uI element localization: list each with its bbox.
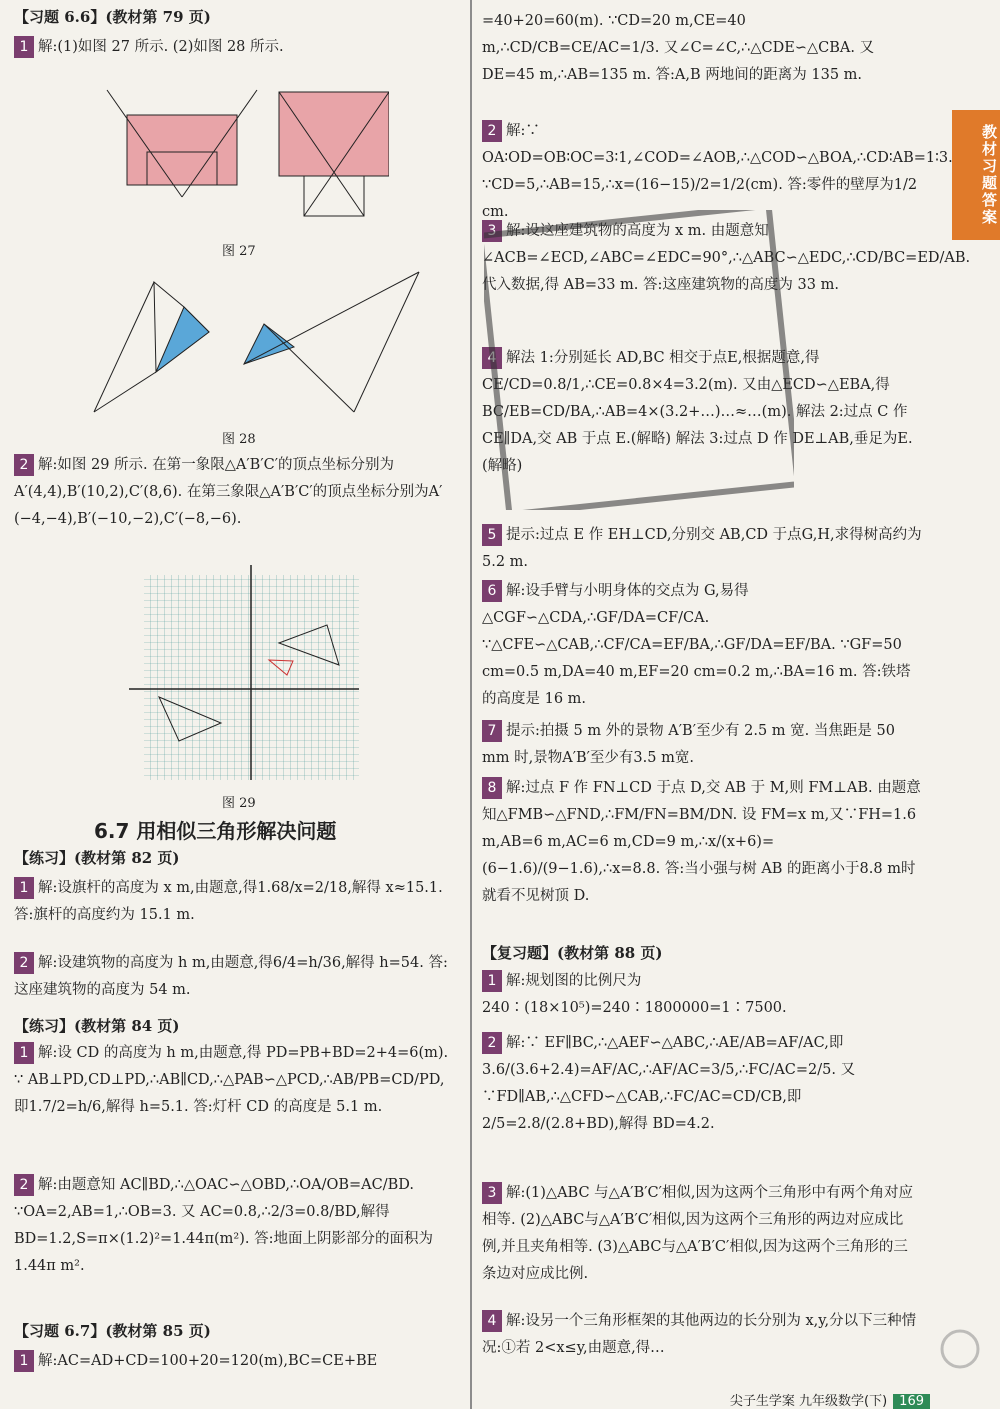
answer-1: 1 解:(1)如图 27 所示. (2)如图 28 所示. xyxy=(14,34,454,61)
number-badge: 1 xyxy=(14,1042,34,1064)
figure-caption: 图 29 xyxy=(222,796,256,811)
number-badge: 4 xyxy=(482,347,502,369)
number-badge: 7 xyxy=(482,720,502,742)
answer-4: 4 解法 1:分别延长 AD,BC 相交于点E,根据题意,得CE/CD=0.8/1,∴CE=0.8×4=3.2(m). 又由△ECD∽△EBA,得BC/EB=CD/BA,∴AB=4×(3.2+…)…≈…(m). 解法 2:过点 C 作 CE∥DA,交 AB 于点 E.(解略) 解法 3:过点 D 作 DE⊥AB,垂足为E.(解略) xyxy=(482,345,922,480)
number-badge: 4 xyxy=(482,1310,502,1332)
section-heading: 【练习】(教材第 82 页) xyxy=(14,849,180,867)
answer-2: 2 解:由题意知 AC∥BD,∴△OAC∽△OBD,∴OA/OB=AC/BD. ∵OA=2,AB=1,∴OB=3. 又 AC=0.8,∴2/3=0.8/BD,解得 BD=1.2,S=π×(1.2)²=1.44π(m²). 答:地面上阴影部分的面积为 1.44π m². xyxy=(14,1172,454,1280)
page-number: 169 xyxy=(893,1394,930,1409)
answer-1: 1 解:设旗杆的高度为 x m,由题意,得1.68/x=2/18,解得 x≈15.1. 答:旗杆的高度约为 15.1 m. xyxy=(14,875,454,929)
answer-continued: =40+20=60(m). ∵CD=20 m,CE=40 m,∴CD/CB=CE/AC=1/3. 又∠C=∠C,∴△CDE∽△CBA. 又 DE=45 m,∴AB=135 m. 答:A,B 两地间的距离为 135 m. xyxy=(482,13,875,83)
figure-caption: 图 27 xyxy=(222,244,256,259)
number-badge: 1 xyxy=(14,1350,34,1372)
figure-28 xyxy=(74,262,444,427)
answer-1: 1 解:设 CD 的高度为 h m,由题意,得 PD=PB+BD=2+4=6(m). ∵ AB⊥PD,CD⊥PD,∴AB∥CD,∴△PAB∽△PCD,∴AB/PB=CD/PD,即1.7/2=h/6,解得 h=5.1. 答:灯杆 CD 的高度是 5.1 m. xyxy=(14,1040,454,1121)
section-title: 6.7 用相似三角形解决问题 xyxy=(94,819,337,843)
number-badge: 3 xyxy=(482,220,502,242)
answer-5: 5 提示:过点 E 作 EH⊥CD,分别交 AB,CD 于点G,H,求得树高约为 5.2 m. xyxy=(482,522,922,576)
figure-caption: 图 28 xyxy=(222,432,256,447)
number-badge: 2 xyxy=(482,1032,502,1054)
number-badge: 3 xyxy=(482,1182,502,1204)
number-badge: 6 xyxy=(482,580,502,602)
section-heading: 【习题 6.6】(教材第 79 页) xyxy=(14,8,211,26)
number-badge: 8 xyxy=(482,777,502,799)
figure-29-grid xyxy=(129,565,369,790)
number-badge: 2 xyxy=(14,454,34,476)
number-badge: 2 xyxy=(14,1174,34,1196)
answer-4: 4 解:设另一个三角形框架的其他两边的长分别为 x,y,分以下三种情况:①若 2<x≤y,由题意,得… xyxy=(482,1308,922,1362)
number-badge: 1 xyxy=(482,970,502,992)
answer-1: 1 解:规划图的比例尺为 240∶(18×10⁵)=240∶1800000=1∶7500. xyxy=(482,968,922,1022)
answer-3: 3 解:(1)△ABC 与△A′B′C′相似,因为这两个三角形中有两个角对应相等. (2)△ABC与△A′B′C′相似,因为这两个三角形的两边对应成比例,并且夹角相等. (3)△ABC与△A′B′C′相似,因为这两个三角形的三条边对应成比例. xyxy=(482,1180,922,1288)
number-badge: 1 xyxy=(14,36,34,58)
answer-7: 7 提示:拍摄 5 m 外的景物 A′B′至少有 2.5 m 宽. 当焦距是 50 mm 时,景物A′B′至少有3.5 m宽. xyxy=(482,718,922,772)
page-footer: 尖子生学案 九年级数学(下) 169 xyxy=(730,1390,930,1409)
answer-2: 2 解:如图 29 所示. 在第一象限△A′B′C′的顶点坐标分别为A′(4,4),B′(10,2),C′(8,6). 在第三象限△A′B′C′的顶点坐标分别为A′(−4,−4),B′(−10,−2),C′(−8,−6). xyxy=(14,452,454,533)
answer-2: 2 解:∵ EF∥BC,∴△AEF∽△ABC,∴AE/AB=AF/AC,即3.6/(3.6+2.4)=AF/AC,∴AF/AC=3/5,∴FC/AC=2/5. 又∵FD∥AB,∴△CFD∽△CAB,∴FC/AC=CD/CB,即2/5=2.8/(2.8+BD),解得 BD=4.2. xyxy=(482,1030,922,1138)
number-badge: 5 xyxy=(482,524,502,546)
figure-27 xyxy=(89,72,389,244)
number-badge: 1 xyxy=(14,877,34,899)
answer-6: 6 解:设手臂与小明身体的交点为 G,易得△CGF∽△CDA,∴GF/DA=CF/CA. ∵△CFE∽△CAB,∴CF/CA=EF/BA,∴GF/DA=EF/BA. ∵GF=50 cm=0.5 m,DA=40 m,EF=20 cm=0.2 m,∴BA=16 m. 答:铁塔的高度是 16 m. xyxy=(482,578,922,713)
column-divider xyxy=(470,0,472,1409)
answer-2: 2 解:设建筑物的高度为 h m,由题意,得6/4=h/36,解得 h=54. 答:这座建筑物的高度为 54 m. xyxy=(14,950,454,1004)
side-tab: 教材习题答案 xyxy=(952,110,1000,240)
answer-8: 8 解:过点 F 作 FN⊥CD 于点 D,交 AB 于 M,则 FM⊥AB. 由题意知△FMB∽△FND,∴FM/FN=BM/DN. 设 FM=x m,又∵FH=1.6 m,AB=6 m,AC=6 m,CD=9 m,∴x/(x+6)=(6−1.6)/(9−1.6),∴x=8.8. 答:当小强与树 AB 的距离小于8.8 m时就看不见树顶 D. xyxy=(482,775,922,910)
watermark-logo xyxy=(860,1321,990,1391)
section-heading: 【习题 6.7】(教材第 85 页) xyxy=(14,1322,211,1340)
section-heading: 【练习】(教材第 84 页) xyxy=(14,1017,180,1035)
answer-2: 2 解:∵ OA∶OD=OB∶OC=3∶1,∠COD=∠AOB,∴△COD∽△BOA,∴CD∶AB=1∶3. ∵CD=5,∴AB=15,∴x=(16−15)/2=1/2(cm). 答:零件的壁厚为1/2 cm. xyxy=(482,118,922,226)
answer-3: 3 解:设这座建筑物的高度为 x m. 由题意知∠ACB=∠ECD,∠ABC=∠EDC=90°,∴△ABC∽△EDC,∴CD/BC=ED/AB. 代入数据,得 AB=33 m. 答:这座建筑物的高度为 33 m. xyxy=(482,218,922,299)
number-badge: 2 xyxy=(14,952,34,974)
section-heading: 【复习题】(教材第 88 页) xyxy=(482,944,663,962)
answer-1: 1 解:AC=AD+CD=100+20=120(m),BC=CE+BE xyxy=(14,1348,454,1375)
number-badge: 2 xyxy=(482,120,502,142)
